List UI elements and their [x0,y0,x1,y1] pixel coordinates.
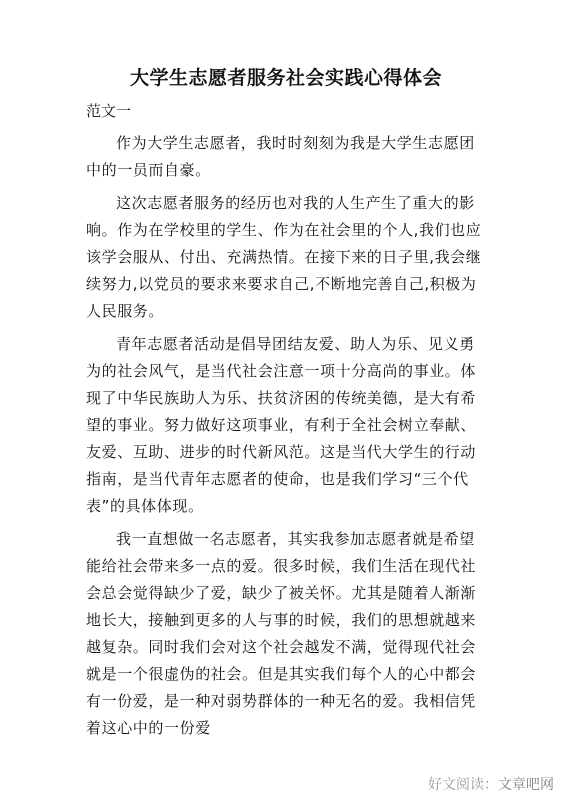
document-title: 大学生志愿者服务社会实践心得体会 [129,67,442,89]
paragraph: 作为大学生志愿者，我时时刻刻为我是大学生志愿团中的一员而自豪。 [86,134,475,179]
paragraph: 我一直想做一名志愿者，其实我参加志愿者就是希望能给社会带来多一点的爱。很多时候，我们生活在现代社会总会觉得缺少了爱，缺少了被关怀。尤其是随着人渐渐地长大，接触到更多的人与事的时候，我们的思想就越来越复杂。同时我们会对这个社会越发不满，觉得现代社会就是一个很虚伪的社会。但是其实我们每个人的心中都会有一份爱，是一种对弱势群体的一种无名的爱。我相信凭着这心中的一份爱 [86,530,477,737]
document-page [86,64,486,748]
paragraph: 这次志愿者服务的经历也对我的人生产生了重大的影响。作为在学校里的学生、作为在社会里的个人,我们也应该学会服从、付出、充满热情。在接下来的日子里,我会继续努力,以党员的要求来要求自己,不断地完善自己,积极为人民服务。 [86,194,482,320]
paragraph: 青年志愿者活动是倡导团结友爱、助人为乐、见义勇为的社会风气，是当代社会注意一项十分高尚的事业。体现了中华民族助人为乐、扶贫济困的传统美德，是大有希望的事业。努力做好这项事业，有利于全社会树立奉献、友爱、互助、进步的时代新风范。这是当代大学生的行动指南，是当代青年志愿者的使命，也是我们学习“三个代表”的具体体现。 [86,335,477,515]
watermark-label: 好文阅读： [428,777,498,793]
document-subtitle: 范文一 [86,102,132,120]
watermark-footer [428,774,554,794]
watermark-brand[interactable]: 文章吧网 [498,777,554,793]
